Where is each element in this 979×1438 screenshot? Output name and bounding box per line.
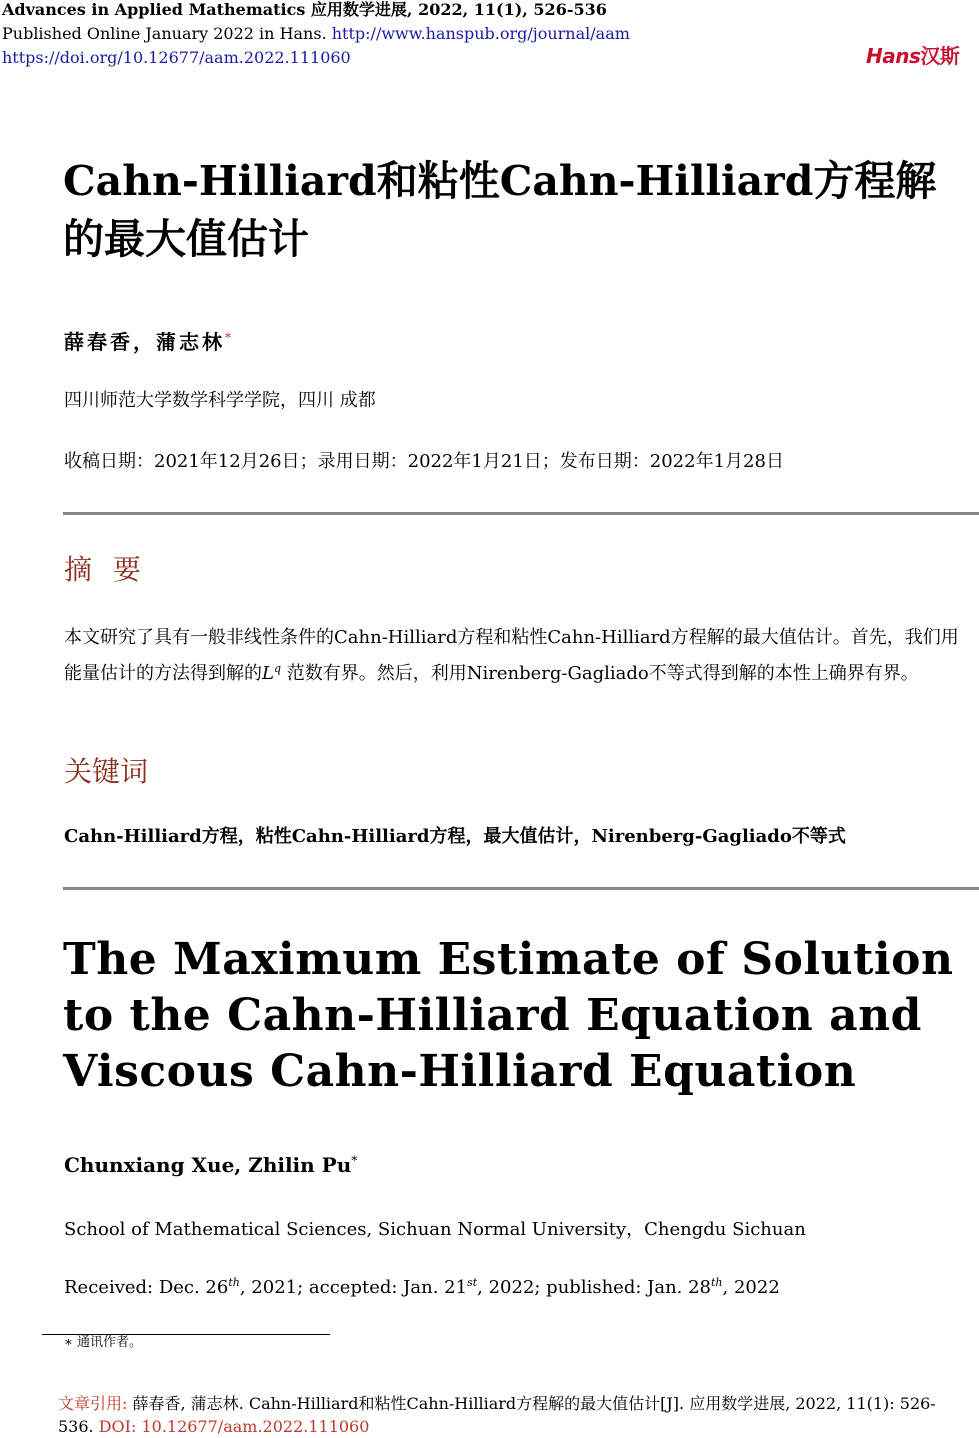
citation-doi[interactable]: DOI: 10.12677/aam.2022.111060 — [98, 1417, 370, 1436]
doi-url-line — [2, 48, 351, 68]
en-author-names: Chunxiang Xue, Zhilin Pu — [64, 1153, 352, 1177]
published-text: , 2022; published: Jan. 28 — [477, 1277, 712, 1298]
keywords-heading: 关键词 — [64, 755, 149, 788]
en-authors — [64, 1153, 357, 1177]
accepted-sup: st — [467, 1276, 478, 1289]
abstract-text-2: 范数有界。然后，利用Nirenberg-Gagliado不等式得到解的本性上确界有界。 — [281, 663, 919, 684]
year-end-text: , 2022 — [722, 1277, 780, 1298]
abstract-math: L — [262, 663, 274, 684]
citation-label: 文章引用: — [58, 1394, 133, 1413]
cn-corresponding-mark: * — [225, 330, 231, 345]
divider-top — [63, 512, 979, 515]
received-text: Received: Dec. 26 — [64, 1277, 229, 1298]
accepted-text: , 2021; accepted: Jan. 21 — [239, 1277, 468, 1298]
citation — [58, 1392, 963, 1438]
abstract-math-sup: q — [273, 662, 281, 675]
citation-text: 薛春香, 蒲志林. Cahn-Hilliard和粘性Cahn-Hilliard方程解的最大值估计[J]. 应用数学进展, 2022, 11(1): 526-536. — [58, 1394, 936, 1436]
hans-logo — [866, 40, 959, 69]
published-sup: th — [711, 1276, 723, 1289]
cn-abstract — [64, 622, 969, 689]
cn-author-names: 薛春香，蒲志林 — [64, 330, 225, 354]
hans-logo-cn: 汉斯 — [920, 44, 960, 68]
en-title: The Maximum Estimate of Solution to the Cahn-Hilliard Equation and Viscous Cahn-Hilliard Equation — [63, 934, 954, 1097]
cn-keywords: Cahn-Hilliard方程，粘性Cahn-Hilliard方程，最大值估计，Nirenberg-Gagliado不等式 — [64, 826, 846, 847]
published-line — [2, 24, 630, 44]
doi-url-link[interactable]: https://doi.org/10.12677/aam.2022.111060 — [2, 48, 351, 67]
published-prefix: Published Online January 2022 in Hans. — [2, 24, 327, 43]
cn-dates: 收稿日期：2021年12月26日；录用日期：2022年1月21日；发布日期：2022年1月28日 — [64, 451, 784, 472]
received-sup: th — [228, 1276, 240, 1289]
abstract-text-1: 本文研究了具有一般非线性条件的Cahn-Hilliard方程和粘性Cahn-Hilliard方程解的最大值估计。首先，我们用能量估计的方法得到解的 — [64, 627, 959, 684]
divider-bottom — [63, 887, 979, 890]
journal-line: Advances in Applied Mathematics 应用数学进展, 2022, 11(1), 526-536 — [2, 0, 607, 19]
cn-title: Cahn-Hilliard和粘性Cahn-Hilliard方程解的最大值估计 — [63, 157, 937, 263]
en-corresponding-mark: * — [351, 1153, 358, 1168]
cn-affiliation: 四川师范大学数学科学学院，四川 成都 — [64, 390, 376, 411]
en-dates — [64, 1276, 780, 1298]
footnote: ∗ 通讯作者。 — [64, 1335, 142, 1350]
en-affiliation: School of Mathematical Sciences, Sichuan Normal University，Chengdu Sichuan — [64, 1219, 806, 1240]
hans-logo-text: Hans — [866, 44, 921, 68]
cn-authors — [64, 326, 231, 355]
journal-url-link[interactable]: http://www.hanspub.org/journal/aam — [331, 24, 630, 43]
abstract-heading: 摘 要 — [64, 553, 147, 586]
